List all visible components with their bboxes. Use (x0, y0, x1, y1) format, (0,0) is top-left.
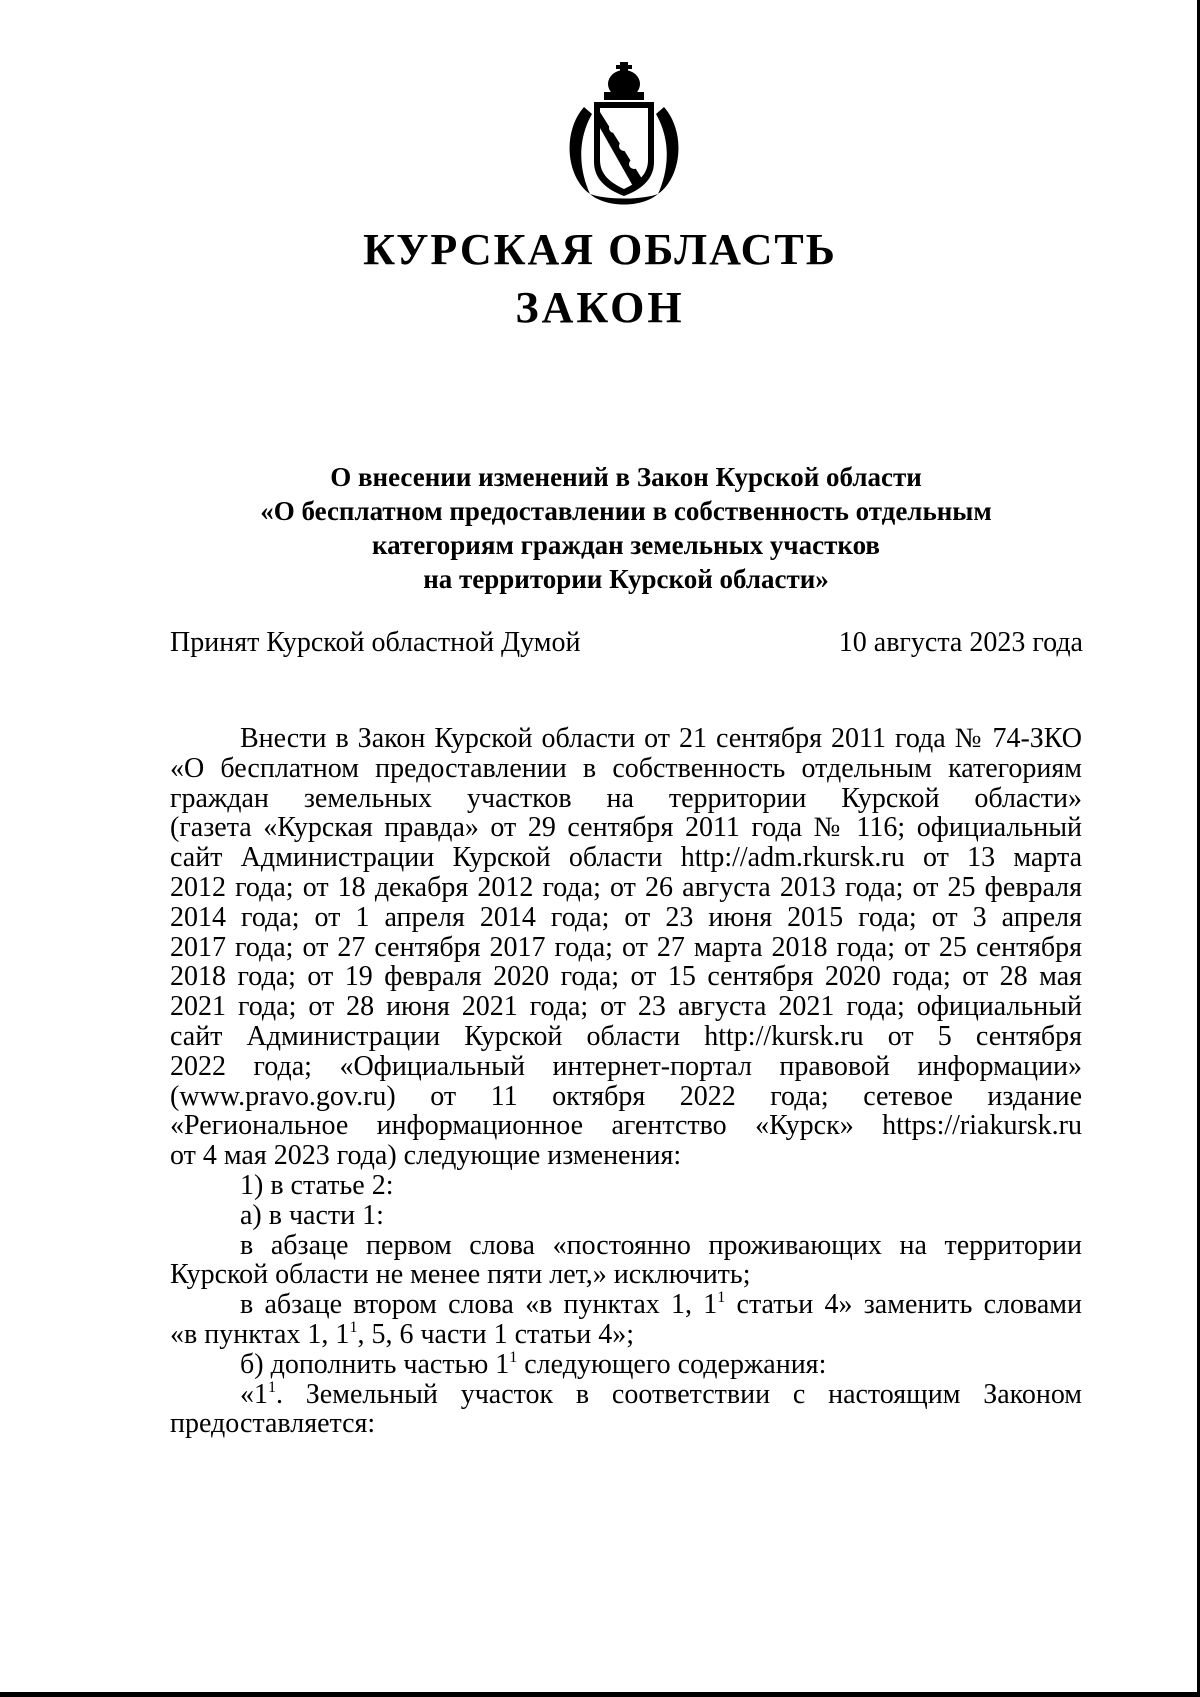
item-1a: а) в части 1: (240, 1199, 384, 1231)
text-line: «$1^1$. Земельный участок в соответствии с настоящим Законом (240, 1378, 1082, 1410)
text-line: «в пунктах 1, $1^1$, 5, 6 части 1 статьи 4»; (170, 1318, 635, 1350)
adoption-date: 10 августа 2023 года (838, 627, 1083, 658)
text-line: предоставляется: (170, 1408, 376, 1440)
text-line: в абзаце втором слова «в пунктах 1, $1^1$ статьи 4» заменить словами (240, 1289, 1082, 1321)
document-title (170, 460, 1082, 596)
superscript: 1 (509, 1348, 518, 1366)
document-title-line: О внесении изменений в Закон Курской области (330, 462, 922, 492)
document-title-line: на территории Курской области» (423, 564, 829, 594)
region-heading: КУРСКАЯ ОБЛАСТЬ (363, 225, 837, 274)
superscript: 1 (268, 1378, 276, 1396)
superscript: 1 (349, 1318, 358, 1336)
text-line: граждан земельных участков на территории Курской области» (170, 782, 1082, 814)
text-line: 2017 года; от 27 сентября 2017 года; от 27 марта 2018 года; от 25 сентября (170, 931, 1082, 963)
item-1: 1) в статье 2: (240, 1169, 394, 1201)
paragraph-new-part (170, 1380, 1082, 1440)
text-line: 2014 года; от 1 апреля 2014 года; от 23 июня 2015 года; от 3 апреля (170, 901, 1082, 933)
item-1b: б) дополнить частью $1^1$ следующего содержания: (240, 1348, 827, 1380)
paragraph-preamble (170, 724, 1082, 1171)
text-line: 2021 года; от 28 июня 2021 года; от 23 августа 2021 года; официальный (170, 991, 1082, 1023)
paragraph-second-abzac (170, 1290, 1082, 1350)
text-line: сайт Администрации Курской области http://adm.rkursk.ru от 13 марта (170, 842, 1082, 874)
document-title-line: «О бесплатном предоставлении в собственность отдельным (260, 496, 992, 526)
text-line: 2022 года; «Официальный интернет-портал правовой информации» (170, 1050, 1082, 1082)
text-line: Внести в Закон Курской области от 21 сентября 2011 года № 74-ЗКО (240, 723, 1082, 754)
text-line: Курской области не менее пяти лет,» исключить; (170, 1259, 751, 1291)
text-line: «Региональное информационное агентство «Курск» https://riakursk.ru (170, 1110, 1082, 1142)
text-line: в абзаце первом слова «постоянно проживающих на территории (240, 1229, 1082, 1261)
text-line: (газета «Курская правда» от 29 сентября 2011 года № 116; официальный (170, 812, 1082, 844)
text-line: 2018 года; от 19 февраля 2020 года; от 15 сентября 2020 года; от 28 мая (170, 961, 1082, 993)
superscript: 1 (717, 1289, 726, 1307)
text-line: «О бесплатном предоставлении в собственность отдельным категориям (170, 752, 1082, 784)
page-edge-bottom (0, 1692, 1200, 1697)
paragraph-first-abzac (170, 1231, 1082, 1291)
document-title-line: категориям граждан земельных участков (371, 530, 881, 560)
law-body (170, 724, 1082, 1439)
coat-of-arms-icon (562, 62, 690, 207)
document-type-heading: ЗАКОН (515, 283, 685, 332)
text-line: 2012 года; от 18 декабря 2012 года; от 26 августа 2013 года; от 25 февраля (170, 871, 1082, 903)
text-line: от 4 мая 2023 года) следующие изменения: (170, 1140, 682, 1172)
text-line: (www.pravo.gov.ru) от 11 октября 2022 года; сетевое издание (170, 1080, 1082, 1112)
adopted-by: Принят Курской областной Думой (170, 627, 581, 658)
text-line: сайт Администрации Курской области http://kursk.ru от 5 сентября (170, 1020, 1082, 1052)
